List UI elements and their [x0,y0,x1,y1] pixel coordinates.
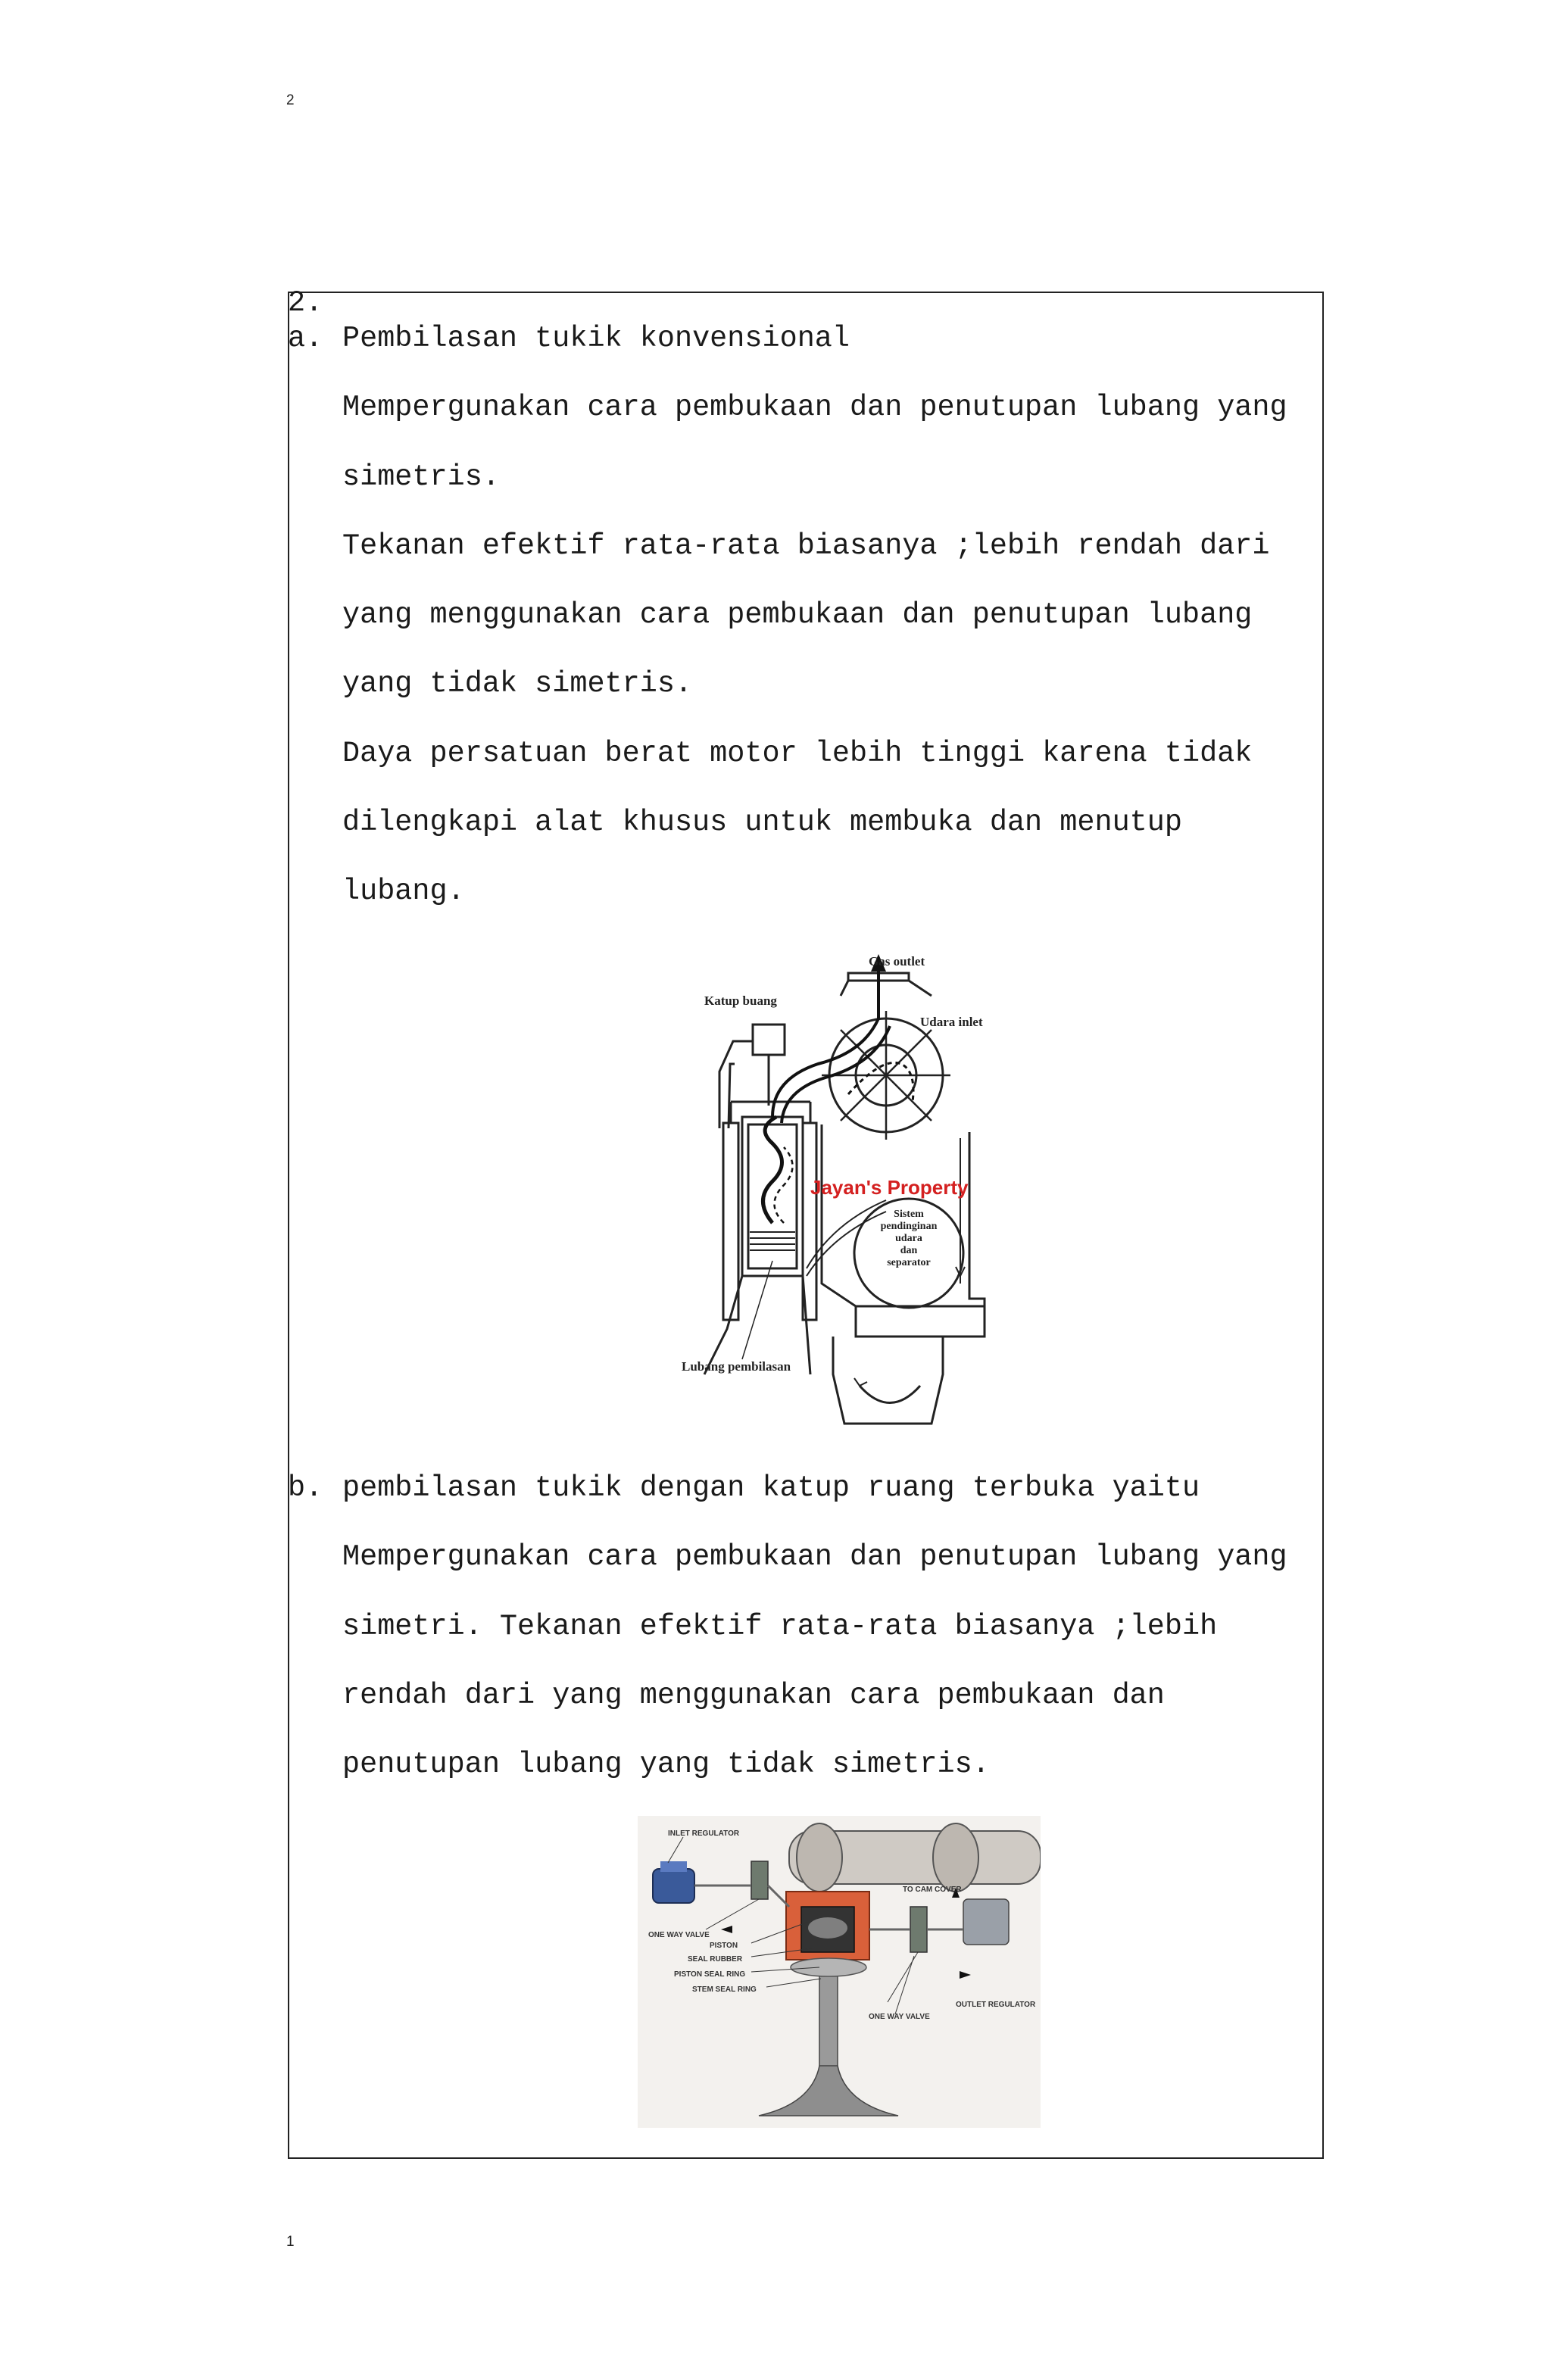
valve-diagram-svg [638,1816,1041,2128]
valve-cap-shape [753,1025,785,1055]
label-to-cam-cover: TO CAM COVER [903,1886,962,1894]
page-number-top: 2 [286,92,295,108]
label-lubang-pembilasan: Lubang pembilasan [682,1359,791,1374]
label-sistem-0: Sistem [894,1209,924,1220]
part-a-line: yang menggunakan cara pembukaan dan penutupan lubang [342,598,1253,632]
part-b-line: penutupan lubang yang tidak simetris. [342,1748,990,1781]
label-sistem-3: dan [900,1245,918,1256]
part-b-marker: b. [288,1471,323,1505]
label-seal-rubber: SEAL RUBBER [688,1955,743,1964]
figure-engine-diagram [659,950,1007,1427]
watermark-text: Jayan's Property [810,1176,969,1199]
label-udara-inlet: Udara inlet [920,1015,983,1029]
page-number-bottom: 1 [286,2234,295,2250]
part-b-line: Mempergunakan cara pembukaan dan penutupan lubang yang [342,1540,1287,1574]
cylinder-shape [742,1117,803,1276]
part-b-title: pembilasan tukik dengan katup ruang terbuka yaitu [342,1471,1200,1505]
figure-valve-diagram [638,1816,1041,2128]
section-number: 2. [288,286,323,320]
label-sistem-2: udara [895,1233,922,1244]
part-a-line: dilengkapi alat khusus untuk membuka dan menutup [342,806,1182,839]
part-a-line: Daya persatuan berat motor lebih tinggi karena tidak [342,737,1253,770]
label-one-way-valve-left: ONE WAY VALVE [648,1931,710,1939]
valve-head-shape [759,2066,898,2116]
label-katup-buang: Katup buang [704,993,777,1008]
label-gas-outlet: Gas outlet [869,954,925,969]
label-piston: PISTON [710,1942,738,1950]
engine-diagram-svg [659,950,1007,1427]
part-b-line: rendah dari yang menggunakan cara pembukaan dan [342,1679,1165,1712]
part-a-line: Tekanan efektif rata-rata biasanya ;lebih rendah dari [342,529,1270,563]
part-a-title: Pembilasan tukik konvensional [342,322,850,355]
label-outlet-regulator: OUTLET REGULATOR [956,2001,1036,2009]
inlet-regulator-shape [653,1869,694,1903]
label-one-way-valve-right: ONE WAY VALVE [869,2013,930,2021]
label-inlet-regulator: INLET REGULATOR [668,1829,740,1838]
part-a-line: Mempergunakan cara pembukaan dan penutupan lubang yang [342,391,1287,424]
label-stem-seal-ring: STEM SEAL RING [692,1985,757,1994]
part-a-line: lubang. [342,875,465,908]
part-b-line: simetri. Tekanan efektif rata-rata biasanya ;lebih [342,1610,1218,1643]
part-a-line: simetris. [342,460,500,494]
part-a-line: yang tidak simetris. [342,667,693,700]
part-a-marker: a. [288,322,323,355]
label-sistem-4: separator [887,1257,931,1268]
label-sistem-1: pendinginan [880,1221,938,1232]
label-piston-seal-ring: PISTON SEAL RING [674,1970,746,1979]
